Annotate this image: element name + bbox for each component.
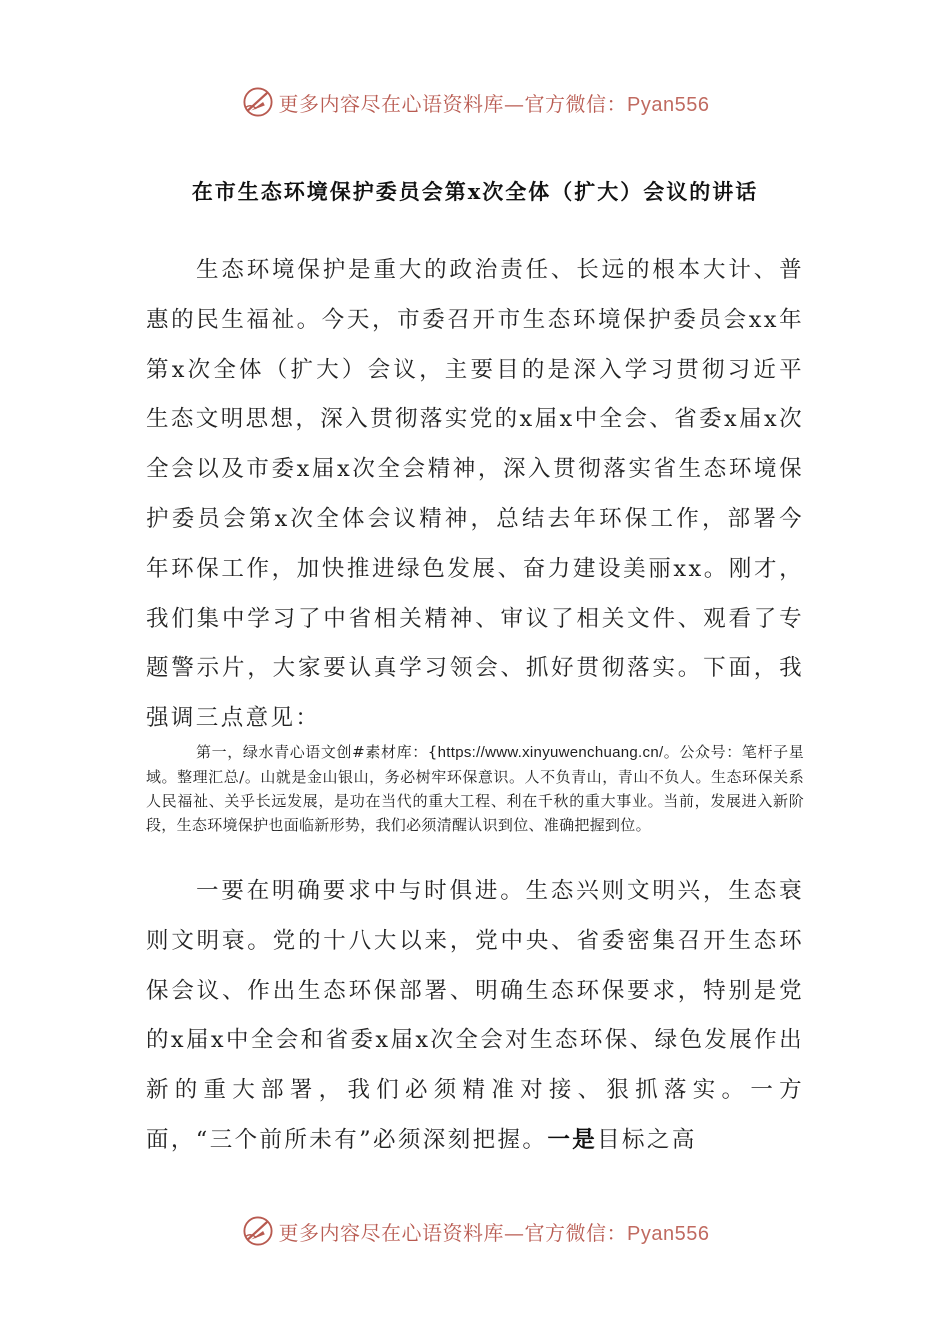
body-paragraph-2 (146, 867, 804, 1166)
wechat-id: Pyan556 (627, 1222, 710, 1245)
banner-text: 更多内容尽在心语资料库—官方微信：Pyan556 (278, 1220, 710, 1245)
body-paragraph-1: 生态环境保护是重大的政治责任、长远的根本大计、普惠的民生福祉。今天，市委召开市生态环境保护委员会xx年第x次全体（扩大）会议，主要目的是深入学习贯彻习近平生态文明思想，深入贯彻落实党的x届x中全会、省委x届x次全会以及市委x届x次全会精神，深入贯彻落实省生态环境保护委员会第x次全体会议精神，总结去年环保工作，部署今年环保工作，加快推进绿色发展、奋力建设美丽xx。刚才，我们集中学习了中省相关精神、审议了相关文件、观看了专题警示片，大家要认真学习领会、抓好贯彻落实。下面，我强调三点意见： (146, 257, 804, 732)
document-title: 在市生态环境保护委员会第x次全体（扩大）会议的讲话 (191, 179, 759, 204)
small-paragraph (146, 740, 804, 837)
source-url: https://www.xinyuwenchuang.cn/ (437, 744, 664, 761)
emphasis-text: 一是 (547, 1126, 598, 1153)
small-paragraph-tail: 。公众号：笔杆子星域。整理汇总/。山就是金山银山，务必树牢环保意识。人不负青山，青山不负人。生态环保关系人民福祉、关乎长远发展，是功在当代的重大工程、利在千秋的重大事业。当前，发展进入新阶段，生态环境保护也面临新形势，我们必须清醒认识到位、准确把握到位。 (146, 743, 804, 834)
pen-nib-logo-icon (241, 85, 275, 119)
small-paragraph-lead: 第一，绿水青心语文创#素材库：{ (196, 743, 438, 761)
paragraph-main-text: 一要在明确要求中与时俱进。生态兴则文明兴，生态衰则文明衰。党的十八大以来，党中央、省委密集召开生态环保会议、作出生态环保部署、明确生态环保要求，特别是党的x届x中全会和省委x届x次全会对生态环保、绿色发展作出新的重大部署，我们必须精准对接、狠抓落实。一方面，“三个前所未有”必须深刻把握。 (146, 878, 804, 1153)
wechat-id: Pyan556 (627, 93, 710, 116)
header-banner (0, 80, 950, 124)
pen-nib-logo-icon (241, 1214, 275, 1248)
footer-banner (0, 1209, 950, 1253)
banner-text: 更多内容尽在心语资料库—官方微信：Pyan556 (278, 91, 710, 116)
paragraph-trailing-text: 目标之高 (597, 1126, 697, 1153)
